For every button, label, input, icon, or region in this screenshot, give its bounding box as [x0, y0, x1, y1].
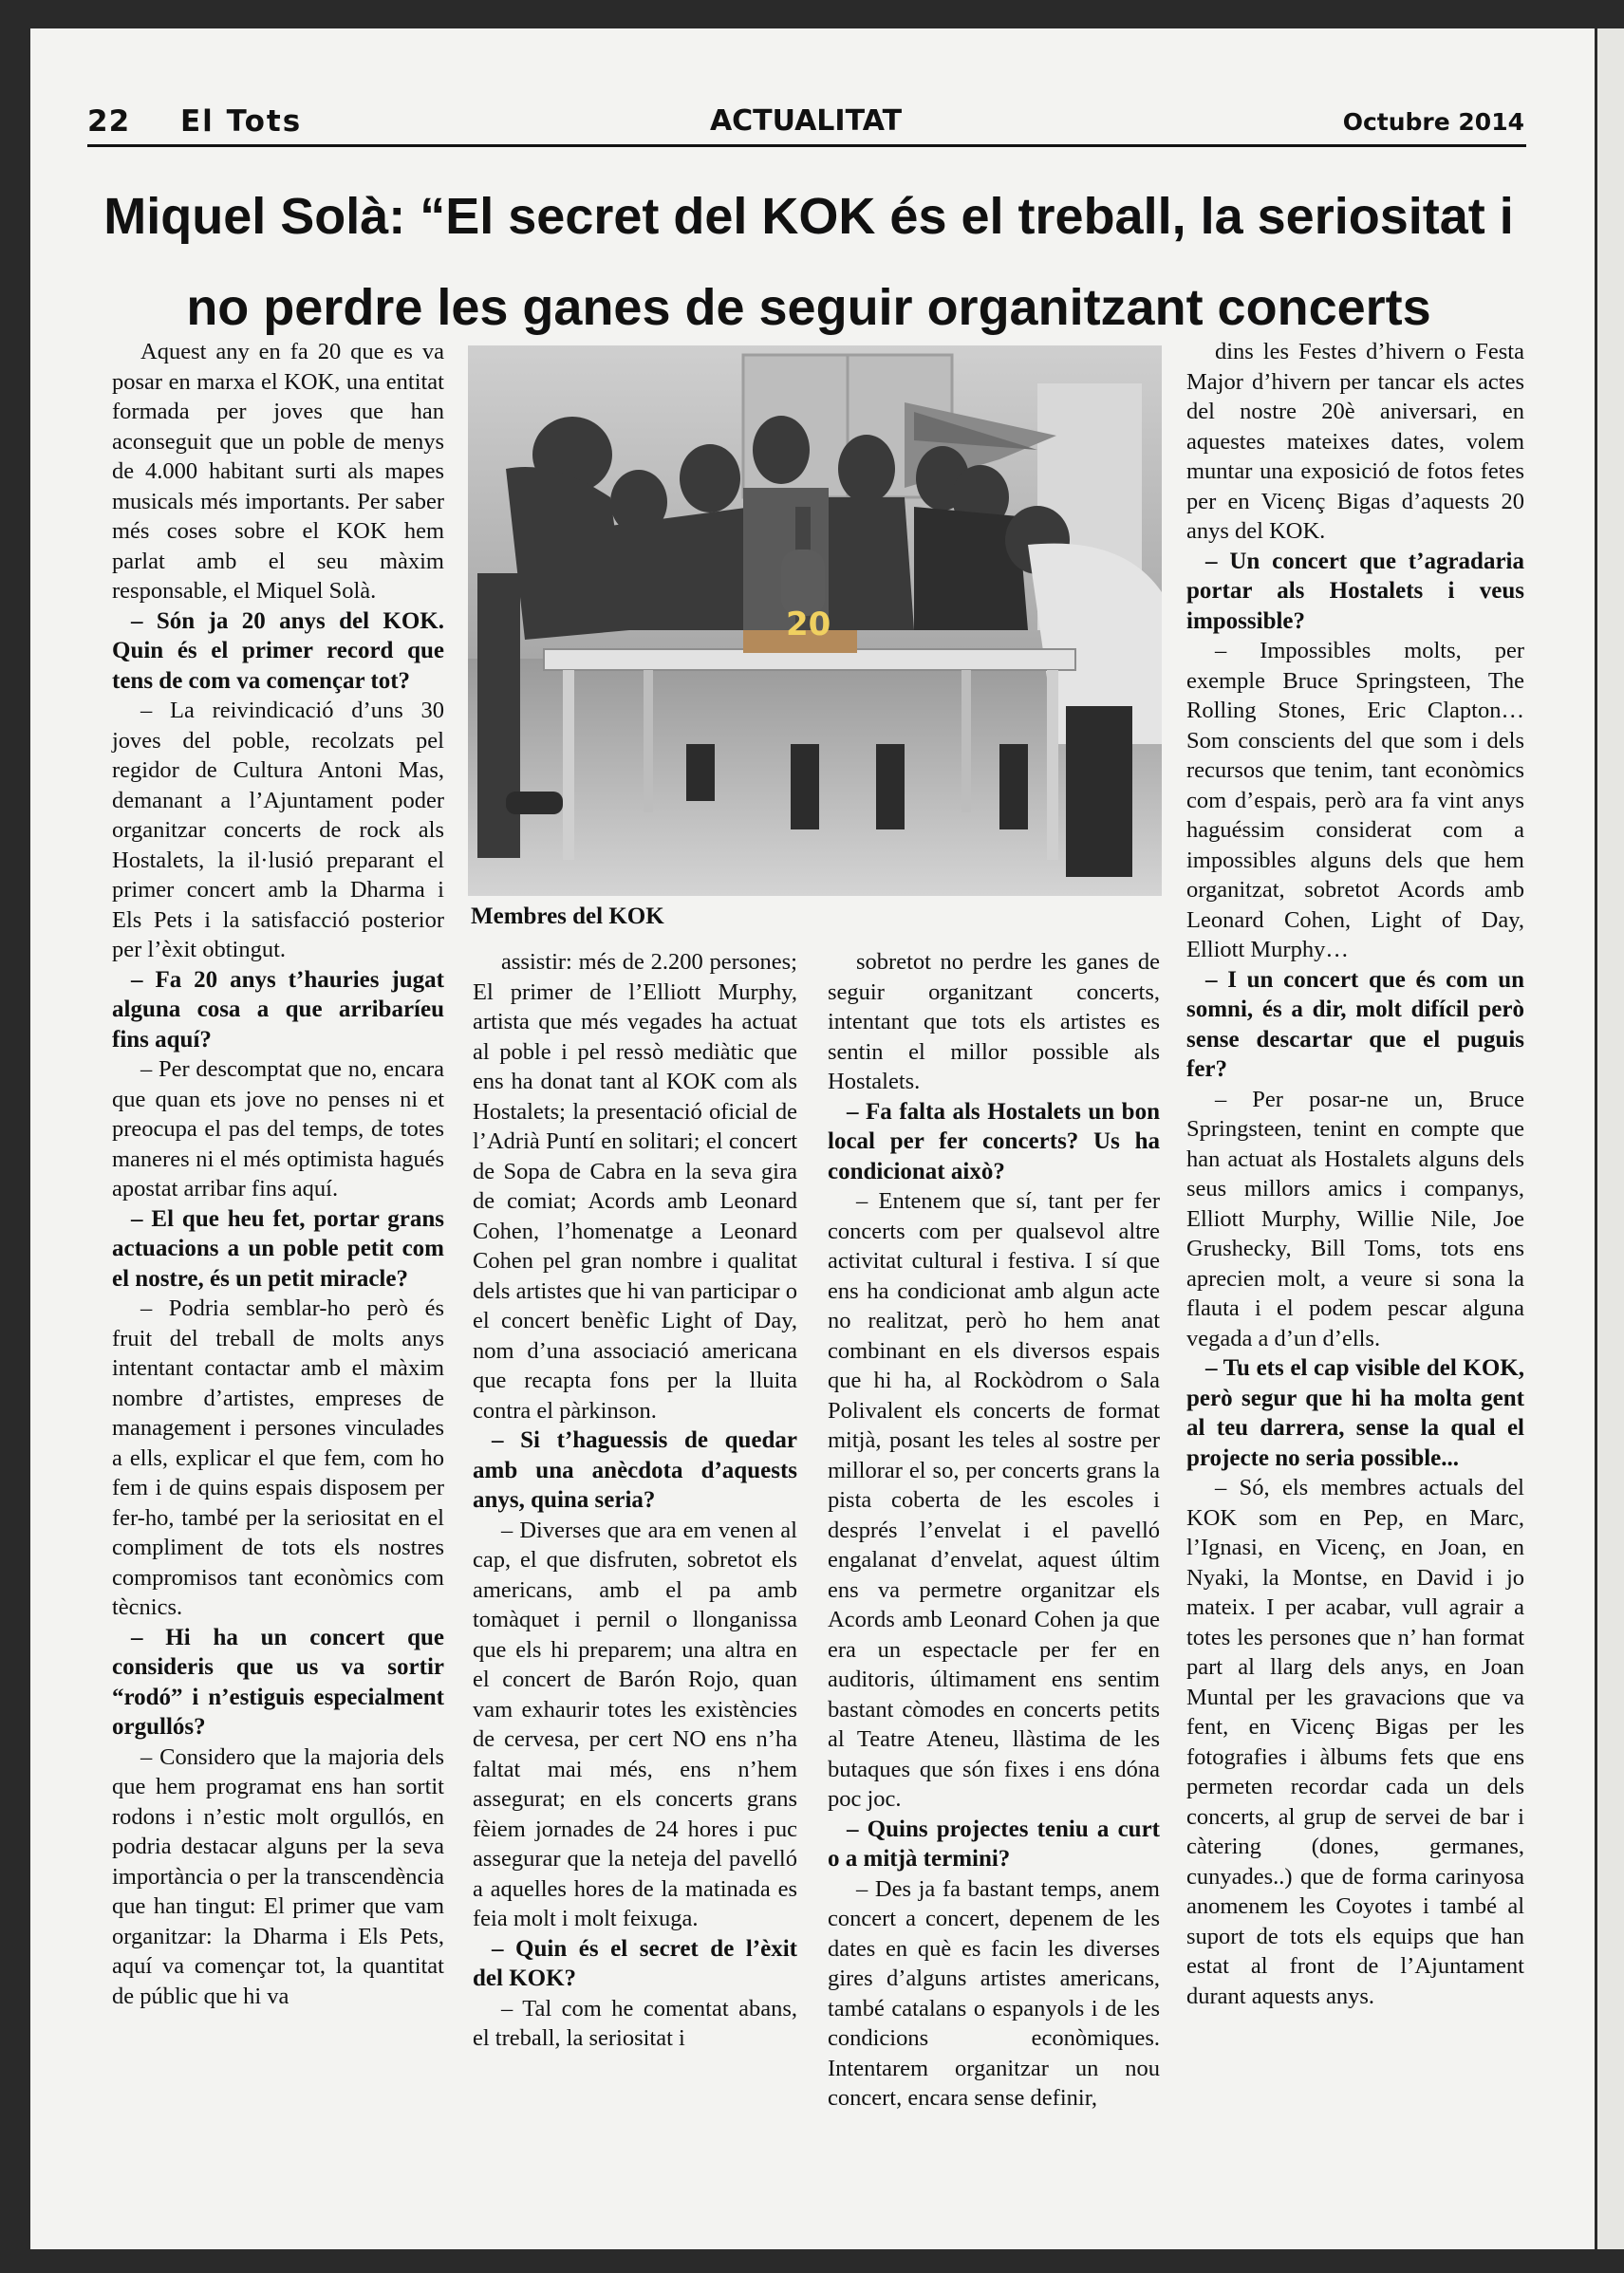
- interview-question: – Quins projectes teniu a curt o a mitjà termini?: [828, 1816, 1160, 1872]
- interview-question: – Quin és el secret de l’èxit del KOK?: [473, 1935, 797, 1991]
- headline: Miquel Solà: “El secret del KOK és el treball, la seriositat i no perdre les ganes de seguir organitzant concerts: [103, 188, 1514, 336]
- article-paragraph: assistir: més de 2.200 persones; El primer de l’Elliott Murphy, artista que més vegades ha actuat al poble i pel ressò mediàtic que ens ha donat tant al KOK com als Hostalets; la presentació oficial de l’Adrià Puntí en solitari; el concert de Sopa de Cabra en la seva gira de comiat; Acords amb Leonard Cohen, l’homenatge a Leonard Cohen pel gran nombre i qualitat dels artistes que hi van participar o el concert benèfic Light of Day, nom d’una associació americana que recapta fons per la lluita contra el pàrkinson.: [473, 949, 797, 1424]
- article-column-1: [112, 337, 444, 2011]
- interview-question: – Un concert que t’agradaria portar als Hostalets i veus impossible?: [1186, 548, 1524, 634]
- article-paragraph: – Podria semblar-ho però és fruit del treball de molts anys intentant contactar amb el màxim nombre d’artistes, empreses de management i persones vinculades a ells, explicar el que fem, com ho fem i de quins espais disposem per fer-ho, també per la seriositat en el compliment de tots els nostres compromisos tant econòmics com tècnics.: [112, 1295, 444, 1620]
- interview-question: – Són ja 20 anys del KOK. Quin és el primer record que tens de com va començar tot?: [112, 607, 444, 694]
- interview-question: – Hi ha un concert que consideris que us va sortir “rodó” i n’estiguis especialment orgullós?: [112, 1624, 444, 1740]
- article-column-2: [473, 947, 797, 2054]
- issue-date: Octubre 2014: [1342, 108, 1524, 136]
- article-paragraph: – Tal com he comentat abans, el treball, la seriositat i: [473, 1995, 797, 2051]
- article-paragraph: Aquest any en fa 20 que es va posar en marxa el KOK, una entitat formada per joves que han aconseguit que un poble de menys de 4.000 habitant surti als mapes musicals més importants. Per saber més coses sobre el KOK hem parlat amb el seu màxim responsable, el Miquel Solà.: [112, 339, 444, 604]
- page-header: [87, 104, 1524, 144]
- article-paragraph: dins les Festes d’hivern o Festa Major d’hivern per tancar els actes del nostre 20è aniversari, en aquestes mateixes dates, volem muntar una exposició de fotos fetes per en Vicenç Bigas d’aquests 20 anys del KOK.: [1186, 339, 1524, 544]
- article-paragraph: sobretot no perdre les ganes de seguir organitzant concerts, intentant que tots els artistes es sentin el millor possible als Hostalets.: [828, 949, 1160, 1094]
- article-paragraph: – Entenem que sí, tant per fer concerts com per qualsevol altre activitat cultural i festiva. I sí que ens ha condicionat amb algun acte no realitzat, però ho hem anat combinant en els diversos espais que hi ha, al Rockòdrom o Sala Polivalent els concerts de format mitjà, posant les teles al sostre per millorar el so, per concerts grans la pista coberta de les escoles i després l’envelat i el pavelló engalanat d’envelat, aquest últim ens va permetre organitzar els Acords amb Leonard Cohen ja que era un espectacle per fer en auditoris, últimament ens sentim bastant còmodes en concerts petits al Teatre Ateneu, llàstima de les butaques que són fixes i ens dóna poc joc.: [828, 1188, 1160, 1812]
- article-paragraph: – Só, els membres actuals del KOK som en Pep, en Marc, l’Ignasi, en Vicenç, en Joan, en Nyaki, la Montse, en David i jo mateix. I per acabar, vull agrair a totes les persones que n’ han format part al llarg dels anys, en Joan Muntal per les gravacions que va fent, en Vicenç Bigas per les fotografies i àlbums fets que ens permeten recordar cada un dels concerts, al grup de servei de bar i càtering (dones, germanes, cunyades..) que de forma carinyosa anomenem les Coyotes i també al suport de tots els equips que han estat al front de l’Ajuntament durant aquests anys.: [1186, 1475, 1524, 2009]
- interview-question: – Fa falta als Hostalets un bon local per fer concerts? Us ha condicionat això?: [828, 1098, 1160, 1184]
- article-paragraph: – Per descomptat que no, encara que quan ets jove no penses ni et preocupa el pas del temps, de totes maneres ni el més optimista hagués apostat arribar fins aquí.: [112, 1056, 444, 1202]
- article-paragraph: – Diverses que ara em venen al cap, el que disfruten, sobretot els americans, amb el pa amb tomàquet i pernil o llonganissa que els hi preparem; una altra en el concert de Barón Rojo, quan vam exhaurir totes les existències de cervesa, per cert NO ens n’ha faltat mai més, ens n’hem assegurat; en els concerts grans fèiem jornades de 24 hores i puc assegurar que la neteja del pavelló a aquelles hores de la matinada es feia molt i molt feixuga.: [473, 1517, 797, 1931]
- photo-caption: Membres del KOK: [471, 904, 664, 929]
- section-title: ACTUALITAT: [709, 104, 903, 138]
- publication-name: El Tots: [180, 104, 303, 139]
- header-rule: [87, 144, 1526, 147]
- photo-illustration: [468, 345, 1162, 896]
- interview-question: – Fa 20 anys t’hauries jugat alguna cosa a que arribaríeu fins aquí?: [112, 966, 444, 1053]
- article-paragraph: – Per posar-ne un, Bruce Springsteen, tenint en compte que han actuat als Hostalets alguns dels seus millors amics i companys, Elliott Murphy, Willie Nile, Joe Grushecky, Bill Toms, tots ens aprecien molt, a veure si sona la flauta i el podem pescar alguna vegada a d’un d’ells.: [1186, 1086, 1524, 1351]
- article-column-4: [1186, 337, 1524, 2011]
- interview-question: – El que heu fet, portar grans actuacions a un poble petit com el nostre, és un petit miracle?: [112, 1205, 444, 1292]
- interview-question: – Si t’haguessis de quedar amb una anècdota d’aquests anys, quina seria?: [473, 1427, 797, 1513]
- page-number: 22: [87, 104, 131, 139]
- article-column-3: [828, 947, 1160, 2114]
- interview-question: – Tu ets el cap visible del KOK, però segur que hi ha molta gent al teu darrera, sense la qual el projecte no seria possible...: [1186, 1355, 1524, 1471]
- article-paragraph: – Impossibles molts, per exemple Bruce Springsteen, The Rolling Stones, Eric Clapton… Som conscients del que som i dels recursos que tenim, tant econòmics com d’espais, però ara fa vint anys haguéssim considerat com a impossibles alguns dels que hem organitzat, sobretot Acords amb Leonard Cohen, Light of Day, Elliott Murphy…: [1186, 638, 1524, 962]
- cake-candle-number: 20: [786, 606, 831, 643]
- article-paragraph: – La reivindicació d’uns 30 joves del poble, recolzats pel regidor de Cultura Antoni Mas, demanant a l’Ajuntament poder organitzar concerts de rock als Hostalets, la il·lusió preparant el primer concert amb la Dharma i Els Pets i la satisfacció posterior per l’èxit obtingut.: [112, 698, 444, 962]
- interview-question: – I un concert que és com un somni, és a dir, molt difícil però sense descartar que el puguis fer?: [1186, 966, 1524, 1082]
- article-paragraph: – Des ja fa bastant temps, anem concert a concert, depenem de les dates en què es facin les diverses gires d’alguns artistes americans, també catalans o espanyols i de les condicions econòmiques. Intentarem organitzar un nou concert, encara sense definir,: [828, 1875, 1160, 2111]
- article-paragraph: – Considero que la majoria dels que hem programat ens han sortit rodons i n’estic molt orgullós, en podria destacar alguns per la seva importància o per la transcendència que han tingut: El primer que vam organitzar: la Dharma i Els Pets, aquí va començar tot, la quantitat de públic que hi va: [112, 1743, 444, 2009]
- group-photo: [468, 345, 1162, 896]
- next-page-edge: [1597, 28, 1624, 2249]
